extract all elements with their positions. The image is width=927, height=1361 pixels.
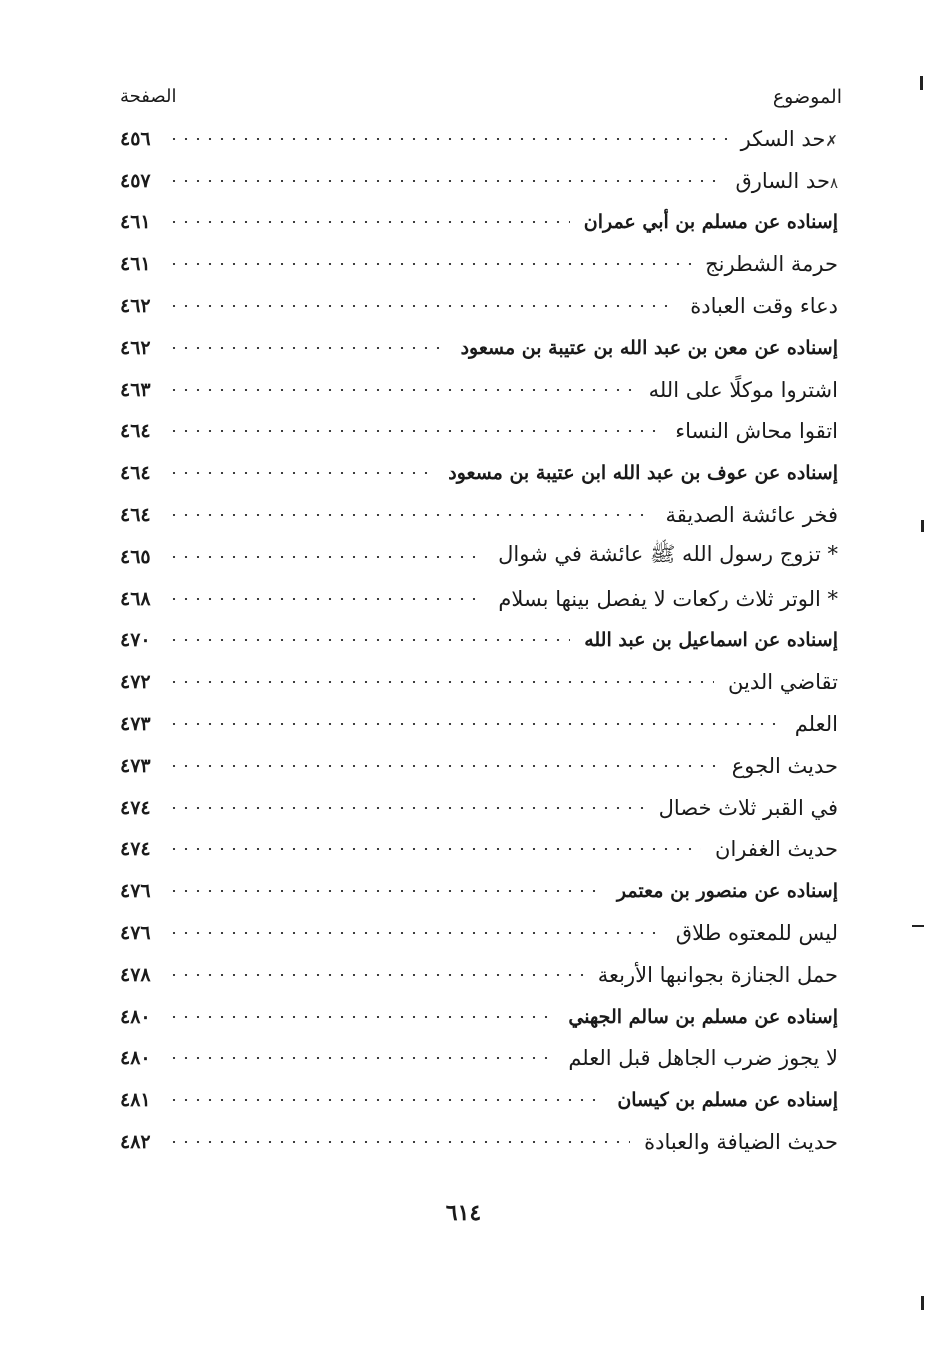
toc-entry — [120, 912, 838, 954]
toc-entry — [120, 870, 838, 912]
toc-entry-title-group — [609, 1089, 838, 1111]
dot-leader — [168, 221, 570, 223]
toc-entry-title: حديث الغفران — [715, 837, 838, 862]
toc-entry-title: في القبر ثلاث خصال — [658, 795, 838, 820]
toc-entry-page: ٤٧٤ — [120, 838, 151, 861]
toc-entry-title-group — [667, 419, 838, 443]
dot-leader — [168, 807, 645, 809]
dot-leader — [168, 598, 484, 600]
toc-entry-title: اتقوا محاش النساء — [675, 419, 838, 444]
toc-entry-title: تقاضي الدين — [728, 670, 838, 695]
dot-leader — [168, 305, 676, 307]
dot-leader — [168, 932, 662, 934]
toc-header — [120, 86, 842, 114]
toc-entry-title: دعاء وقت العبادة — [690, 294, 838, 319]
dot-leader — [168, 430, 661, 432]
dot-leader — [168, 347, 447, 349]
dot-leader — [168, 180, 721, 182]
toc-entry-page: ٤٧٦ — [120, 880, 151, 903]
toc-entry — [120, 160, 838, 202]
toc-entry-title: إسناده عن عوف بن عبد الله ابن عتيبة بن مسعود — [448, 462, 838, 485]
toc-entry-page: ٤٦٥ — [120, 545, 151, 568]
toc-entry-title-group — [733, 127, 838, 151]
toc-entry-title-group — [707, 837, 838, 861]
toc-entry-title-group — [658, 503, 839, 527]
toc-entry-title-group — [787, 712, 838, 736]
toc-entry — [120, 787, 838, 829]
toc-entry-title-group — [453, 337, 838, 359]
toc-entry — [120, 996, 838, 1038]
toc-entry-page: ٤٦٤ — [120, 420, 151, 443]
toc-entry-page: ٤٧٣ — [120, 754, 151, 777]
dot-leader — [168, 974, 584, 976]
margin-mark — [921, 520, 924, 532]
dot-leader — [168, 1057, 554, 1059]
toc-entry — [120, 954, 838, 996]
toc-entry-page: ٤٧٨ — [120, 963, 151, 986]
margin-mark — [920, 76, 923, 90]
toc-list — [120, 118, 838, 1163]
toc-entry-page: ٤٦١ — [120, 211, 151, 234]
toc-entry-title: حديث الضيافة والعبادة — [644, 1130, 838, 1155]
toc-entry-title: العلم — [794, 712, 838, 737]
margin-annotation: ✗ — [825, 131, 838, 150]
dot-leader — [168, 765, 718, 767]
toc-entry-title: إسناده عن معن بن عبد الله بن عتيبة بن مسعود — [460, 336, 838, 359]
dot-leader — [168, 389, 635, 391]
toc-entry-page: ٤٥٧ — [120, 169, 151, 192]
toc-entry-title-group — [590, 963, 838, 987]
dot-leader — [168, 263, 691, 265]
toc-entry-title: إسناده عن مسلم بن كيسان — [617, 1089, 838, 1112]
page-column-label: الصفحة — [120, 86, 177, 107]
toc-entry-title-group — [651, 796, 838, 820]
toc-entry — [120, 494, 838, 536]
toc-entry-title-group — [682, 294, 838, 318]
toc-entry-title: * الوتر ثلاث ركعات لا يفصل بينها بسلام — [498, 586, 838, 611]
dot-leader — [168, 514, 652, 516]
toc-entry-page: ٤٨٠ — [120, 1047, 151, 1070]
toc-entry-title: إسناده عن اسماعيل بن عبد الله — [584, 629, 838, 652]
toc-entry-title: اشتروا موكلًا على الله — [648, 377, 838, 402]
toc-entry-title-group — [609, 880, 838, 902]
toc-entry-title-group — [641, 378, 838, 402]
toc-entry — [120, 369, 838, 411]
toc-entry-title-group — [697, 252, 838, 276]
toc-entry-title-group — [560, 1046, 838, 1070]
dot-leader — [168, 556, 484, 558]
toc-entry-page: ٤٦٤ — [120, 504, 151, 527]
toc-entry-title-group — [724, 754, 838, 778]
toc-entry-page: ٤٦١ — [120, 253, 151, 276]
toc-entry-title: إسناده عن مسلم بن سالم الجهني — [568, 1005, 838, 1028]
topic-column-label: الموضوع — [772, 86, 842, 108]
toc-entry-title-group — [490, 541, 838, 572]
toc-entry — [120, 1038, 838, 1080]
toc-entry-title-group — [560, 1006, 838, 1028]
toc-entry-page: ٤٧٢ — [120, 671, 151, 694]
toc-entry — [120, 243, 838, 285]
margin-annotation: ٨ — [829, 173, 838, 192]
dot-leader — [168, 1099, 603, 1101]
dot-leader — [168, 681, 714, 683]
dot-leader — [168, 138, 727, 140]
toc-entry-title: حد السارق — [735, 168, 830, 193]
toc-entry-page: ٤٨١ — [120, 1089, 151, 1112]
toc-entry — [120, 620, 838, 662]
toc-entry — [120, 829, 838, 871]
toc-entry-title: حديث الجوع — [731, 753, 838, 778]
toc-entry — [120, 1121, 838, 1163]
dot-leader — [168, 1141, 630, 1143]
toc-entry-page: ٤٨٠ — [120, 1005, 151, 1028]
toc-entry-title-group — [668, 921, 838, 945]
toc-entry-page: ٤٥٦ — [120, 127, 151, 150]
toc-entry-page: ٤٦٢ — [120, 295, 151, 318]
toc-entry — [120, 661, 838, 703]
toc-entry-page: ٤٦٤ — [120, 462, 151, 485]
toc-entry-title-group — [440, 462, 838, 484]
toc-entry — [120, 536, 838, 578]
toc-entry-page: ٤٧٦ — [120, 922, 151, 945]
toc-entry-page: ٤٧٠ — [120, 629, 151, 652]
toc-entry — [120, 202, 838, 244]
margin-mark — [921, 1296, 924, 1310]
toc-entry-title: إسناده عن منصور بن معتمر — [616, 880, 838, 903]
toc-entry-page: ٤٧٤ — [120, 796, 151, 819]
toc-entry — [120, 703, 838, 745]
toc-entry-title: حمل الجنازة بجوانبها الأربعة — [597, 962, 838, 987]
toc-entry — [120, 327, 838, 369]
toc-entry-title: لا يجوز ضرب الجاهل قبل العلم — [568, 1046, 838, 1071]
dot-leader — [168, 890, 603, 892]
toc-entry — [120, 745, 838, 787]
toc-entry-title-group — [576, 211, 838, 233]
dot-leader — [168, 723, 781, 725]
toc-entry-page: ٤٦٣ — [120, 378, 151, 401]
toc-entry-page: ٤٨٢ — [120, 1131, 151, 1154]
toc-entry — [120, 285, 838, 327]
toc-entry-page: ٤٦٨ — [120, 587, 151, 610]
toc-entry-title: ليس للمعتوه طلاق — [675, 921, 838, 946]
margin-mark — [912, 925, 924, 927]
toc-entry-title: حد السكر — [740, 126, 826, 151]
dot-leader — [168, 639, 570, 641]
toc-entry — [120, 452, 838, 494]
dot-leader — [168, 472, 434, 474]
toc-entry-title-group — [727, 169, 838, 193]
toc-entry — [120, 411, 838, 453]
toc-entry-title: فخر عائشة الصديقة — [665, 503, 838, 528]
toc-entry-title: حرمة الشطرنج — [705, 252, 838, 277]
toc-entry-title-group — [576, 629, 838, 651]
page-number: ٦١٤ — [445, 1200, 482, 1226]
toc-entry-title: إسناده عن مسلم بن أبي عمران — [583, 211, 838, 234]
toc-entry — [120, 118, 838, 160]
toc-entry — [120, 578, 838, 620]
toc-entry-page: ٤٦٢ — [120, 336, 151, 359]
toc-entry-page: ٤٧٣ — [120, 713, 151, 736]
toc-entry-title-group — [720, 670, 838, 694]
toc-entry-title-group — [490, 587, 838, 611]
dot-leader — [168, 848, 701, 850]
toc-entry-title: * تزوج رسول الله ﷺ عائشة في شوال — [498, 542, 838, 567]
toc-entry-title-group — [636, 1130, 838, 1154]
dot-leader — [168, 1016, 554, 1018]
toc-entry — [120, 1079, 838, 1121]
